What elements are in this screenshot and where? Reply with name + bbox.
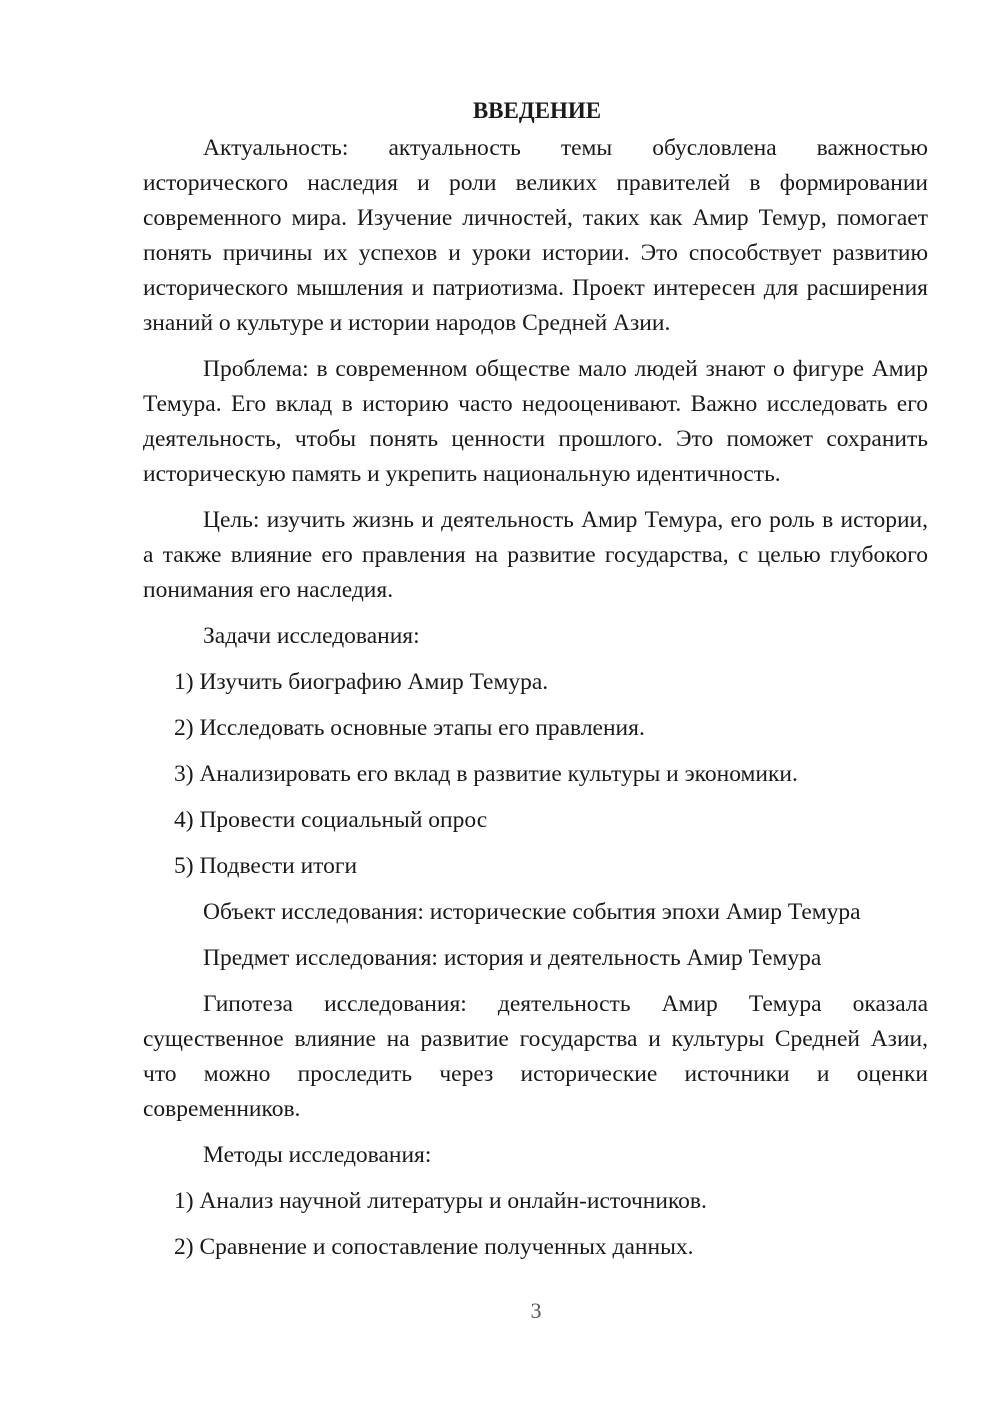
paragraph-relevance: Актуальность: актуальность темы обусловлена важностью исторического наследия и роли великих правителей в формировании современного мира. Изучение личностей, таких как Амир Темур, помогает понять причины их успехов и уроки истории. Это способствует развитию исторического мышления и патриотизма. Проект интересен для расширения знаний о культуре и истории народов Средней Азии.: [143, 135, 928, 336]
task-item-5: 5) Подвести итоги: [174, 853, 358, 879]
method-item-2: 2) Сравнение и сопоставление полученных данных.: [174, 1234, 694, 1260]
tasks-heading: Задачи исследования:: [203, 623, 420, 649]
task-item-2: 2) Исследовать основные этапы его правления.: [174, 715, 645, 741]
task-item-3: 3) Анализировать его вклад в развитие культуры и экономики.: [174, 761, 798, 787]
page-number: 3: [530, 1298, 542, 1323]
paragraph-hypothesis: Гипотеза исследования: деятельность Амир Темура оказала существенное влияние на развитие государства и культуры Средней Азии, что можно проследить через исторические источники и оценки современников.: [143, 991, 928, 1122]
task-item-1: 1) Изучить биографию Амир Темура.: [174, 669, 549, 695]
paragraph-problem: Проблема: в современном обществе мало людей знают о фигуре Амир Темура. Его вклад в историю часто недооценивают. Важно исследовать его деятельность, чтобы понять ценности прошлого. Это поможет сохранить историческую память и укрепить национальную идентичность.: [143, 356, 928, 487]
research-object: Объект исследования: исторические события эпохи Амир Темура: [203, 899, 861, 925]
research-subject: Предмет исследования: история и деятельность Амир Темура: [203, 945, 822, 971]
section-title: ВВЕДЕНИЕ: [472, 98, 602, 123]
method-item-1: 1) Анализ научной литературы и онлайн-источников.: [174, 1188, 707, 1214]
paragraph-goal: Цель: изучить жизнь и деятельность Амир Темура, его роль в истории, а также влияние его правления на развитие государства, с целью глубокого понимания его наследия.: [143, 507, 928, 603]
page-content: [143, 93, 928, 1276]
task-item-4: 4) Провести социальный опрос: [174, 807, 488, 833]
methods-heading: Методы исследования:: [203, 1142, 432, 1168]
